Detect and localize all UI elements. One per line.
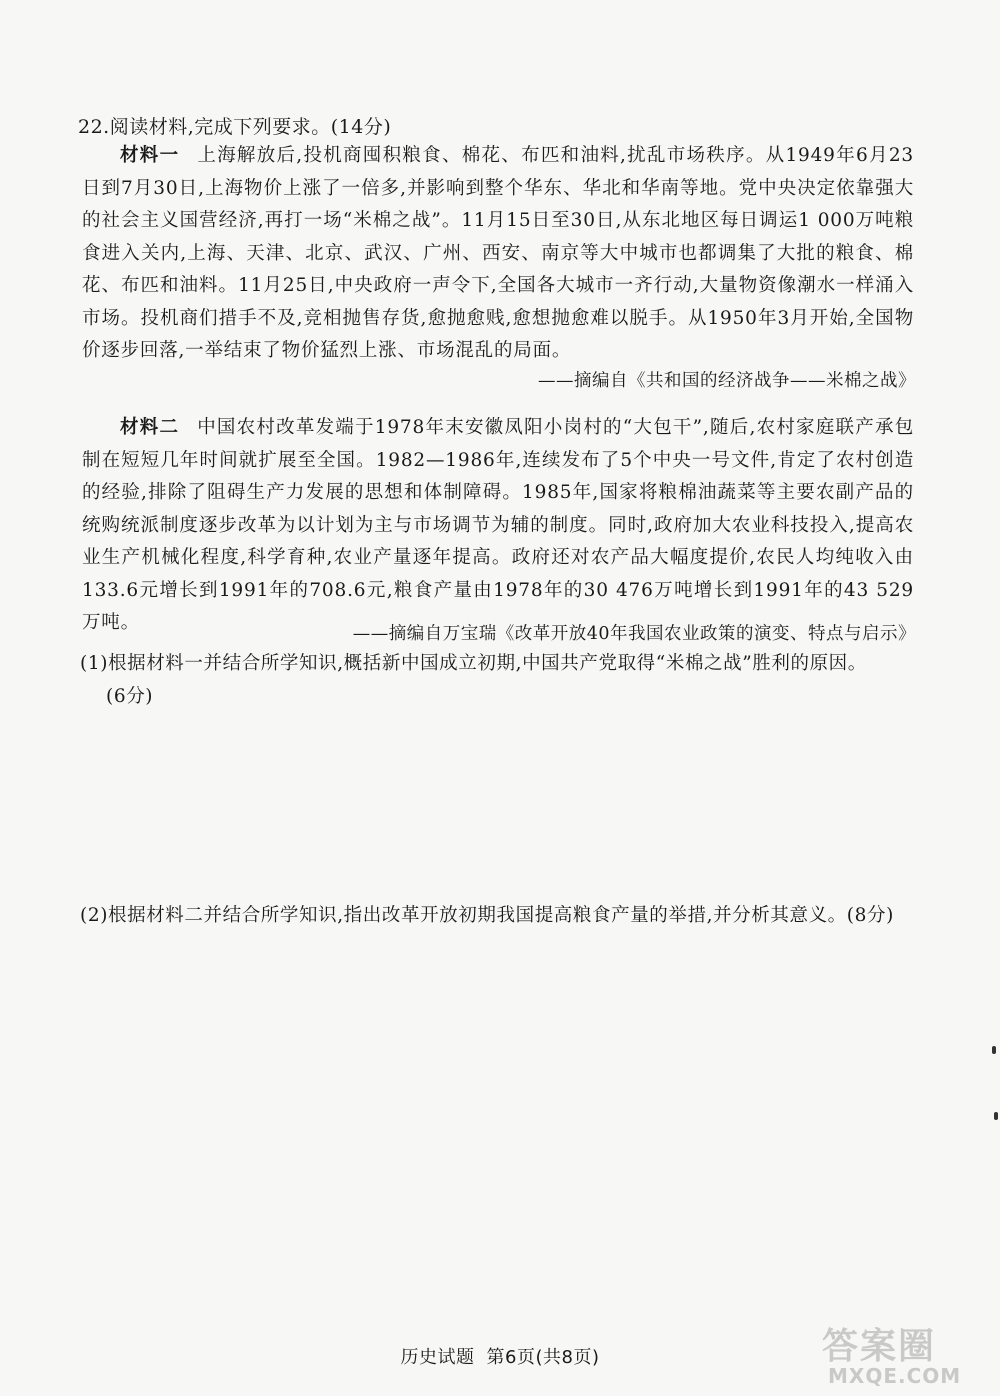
sub-question-2-score: (8分) [846,905,894,926]
scan-mark [994,1112,998,1120]
material-two-source: ——摘编自万宝瑞《改革开放40年我国农业政策的演变、特点与启示》 [352,624,916,644]
watermark-top-text: 答案圈 [822,1326,937,1367]
sub-question-1 [80,648,916,713]
watermark-bottom-text: MXQE.COM [828,1364,962,1388]
scan-mark [992,1046,996,1054]
footer-subject: 历史试题 [400,1347,475,1368]
sub-question-2 [80,900,916,933]
material-one-source: ——摘编自《共和国的经济战争——米棉之战》 [538,371,916,391]
material-two-text: 中国农村改革发端于1978年末安徽凤阳小岗村的“大包干”,随后,农村家庭联产承包制在短短几年时间就扩展至全国。1982—1986年,连续发布了5个中央一号文件,肯定了农村创造的经验,排除了阻碍生产力发展的思想和体制障碍。1985年,国家将粮棉油蔬菜等主要农副产品的统购统派制度逐步改革为以计划为主与市场调节为辅的制度。同时,政府加大农业科技投入,提高农业生产机械化程度,科学育种,农业产量逐年提高。政府还对农产品大幅度提价,农民人均纯收入由133.6元增长到1991年的708.6元,粮食产量由1978年的30 476万吨增长到1991年的43 529万吨。 [82,417,915,633]
material-one [82,140,914,368]
material-one-text: 上海解放后,投机商囤积粮食、棉花、布匹和油料,扰乱市场秩序。从1949年6月23日到7月30日,上海物价上涨了一倍多,并影响到整个华东、华北和华南等地。党中央决定依靠强大的社会主义国营经济,再打一场“米棉之战”。11月15日至30日,从东北地区每日调运1 000万吨粮食进入关内,上海、天津、北京、武汉、广州、西安、南京等大中城市也都调集了大批的粮食、棉花、布匹和油料。11月25日,中央政府一声令下,全国各大城市一齐行动,大量物资像潮水一样涌入市场。投机商们措手不及,竞相抛售存货,愈抛愈贱,愈想抛愈难以脱手。从1950年3月开始,全国物价逐步回落,一举结束了物价猛烈上涨、市场混乱的局面。 [82,145,914,361]
question-title: 22.阅读材料,完成下列要求。(14分) [78,116,392,138]
watermark-logo [814,1318,984,1390]
material-two-label: 材料二 [120,417,180,438]
footer-page-number: 第6页(共8页) [486,1347,600,1368]
material-one-label: 材料一 [120,145,180,166]
sub-question-2-text: (2)根据材料二并结合所学知识,指出改革开放初期我国提高粮食产量的举措,并分析其意义。 [80,905,847,926]
material-two [82,412,914,640]
sub-question-1-text: (1)根据材料一并结合所学知识,概括新中国成立初期,中国共产党取得“米棉之战”胜利的原因。 [80,653,867,674]
sub-question-1-score: (6分) [106,685,154,707]
